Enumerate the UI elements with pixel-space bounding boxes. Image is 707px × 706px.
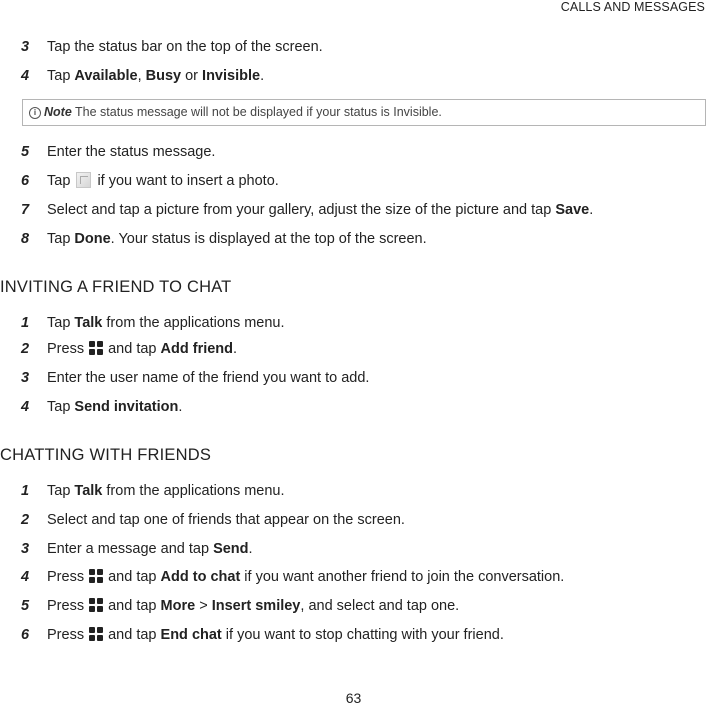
ui-term: Insert smiley	[211, 598, 301, 614]
step-text: Tap Done. Your status is displayed at the top of the screen.	[47, 231, 427, 247]
step-text: Enter a message and tap Send.	[47, 541, 253, 557]
step-number: 2	[21, 512, 30, 528]
step-text: Tap Talk from the applications menu.	[47, 483, 285, 499]
note-label: Note	[44, 105, 72, 119]
step-number: 2	[21, 341, 30, 357]
step-text: Tap the status bar on the top of the screen.	[47, 39, 323, 55]
step-number: 3	[21, 541, 30, 557]
section-title-chatting: CHATTING WITH FRIENDS	[0, 446, 212, 464]
menu-key-icon	[89, 627, 103, 641]
ui-term: Talk	[74, 483, 103, 499]
ui-term: Send invitation	[74, 399, 179, 415]
ui-term: Invisible	[202, 68, 261, 84]
step-text: Select and tap one of friends that appear on the screen.	[47, 512, 405, 528]
photo-icon	[76, 172, 91, 188]
step-text: Tap Talk from the applications menu.	[47, 315, 285, 331]
note-text: The status message will not be displayed if your status is Invisible.	[75, 105, 442, 119]
step-number: 4	[21, 569, 30, 585]
ui-term: Busy	[145, 68, 182, 84]
ui-term: End chat	[160, 627, 222, 643]
ui-term: More	[160, 598, 196, 614]
step-number: 3	[21, 370, 30, 386]
step-number: 6	[21, 173, 30, 189]
step-text: Tap Available, Busy or Invisible.	[47, 68, 265, 84]
step-number: 5	[21, 598, 30, 614]
section-title-inviting: INVITING A FRIEND TO CHAT	[0, 278, 232, 296]
step-text: Enter the user name of the friend you want to add.	[47, 370, 370, 386]
step-number: 8	[21, 231, 30, 247]
step-text: Press and tap End chat if you want to stop chatting with your friend.	[47, 627, 504, 643]
step-text: Press and tap Add friend.	[47, 341, 238, 357]
step-text: Press and tap Add to chat if you want another friend to join the conversation.	[47, 569, 565, 585]
step-number: 4	[21, 68, 30, 84]
ui-term: Save	[555, 202, 590, 218]
info-icon: i	[29, 107, 41, 119]
menu-key-icon	[89, 598, 103, 612]
step-text: Tap if you want to insert a photo.	[47, 173, 279, 189]
step-number: 6	[21, 627, 30, 643]
step-text: Enter the status message.	[47, 144, 216, 160]
ui-term: Send	[213, 541, 249, 557]
step-number: 4	[21, 399, 30, 415]
step-text: Press and tap More > Insert smiley, and select and tap one.	[47, 598, 460, 614]
step-number: 1	[21, 315, 30, 331]
step-number: 5	[21, 144, 30, 160]
step-number: 7	[21, 202, 30, 218]
running-header: CALLS AND MESSAGES	[560, 0, 705, 14]
page-number: 63	[345, 690, 362, 706]
ui-term: Add to chat	[160, 569, 241, 585]
ui-term: Add friend	[160, 341, 234, 357]
note-box	[22, 99, 706, 126]
menu-key-icon	[89, 341, 103, 355]
ui-term: Available	[74, 68, 138, 84]
ui-term: Done	[74, 231, 111, 247]
step-number: 3	[21, 39, 30, 55]
menu-key-icon	[89, 569, 103, 583]
ui-term: Talk	[74, 315, 103, 331]
step-text: Tap Send invitation.	[47, 399, 183, 415]
step-text: Select and tap a picture from your gallery, adjust the size of the picture and tap Save.	[47, 202, 594, 218]
step-number: 1	[21, 483, 30, 499]
